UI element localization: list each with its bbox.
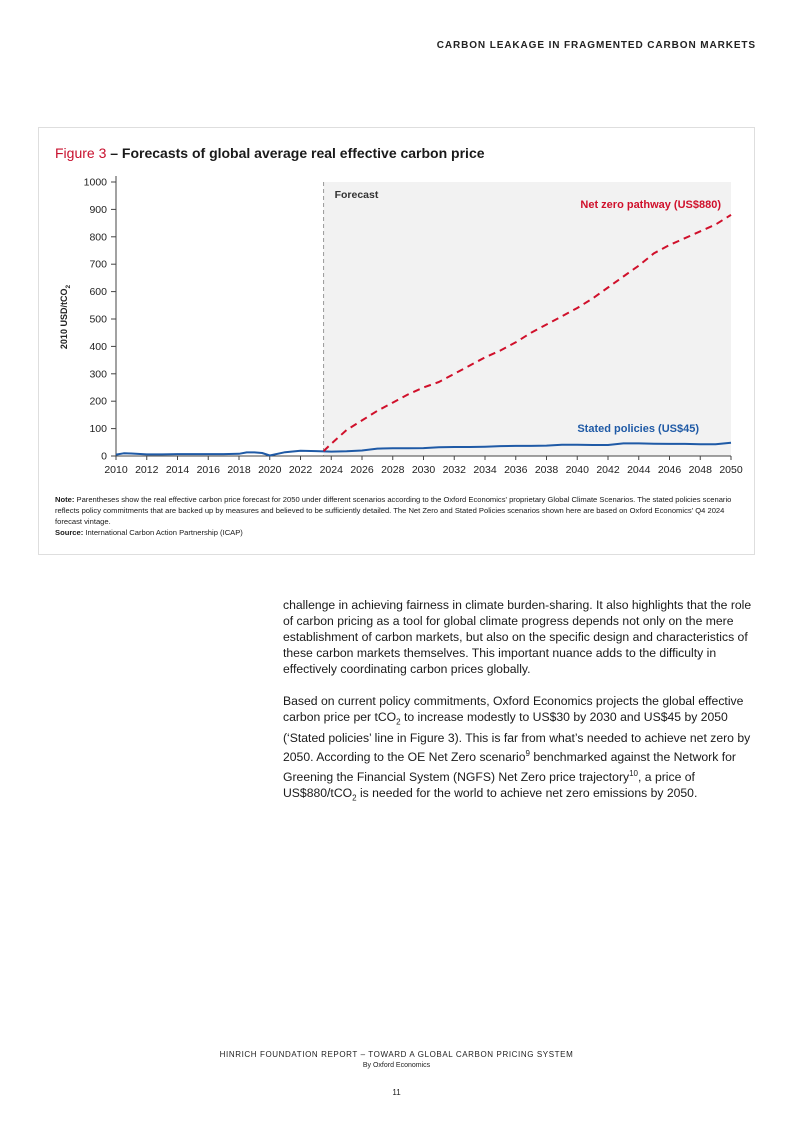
y-tick-label: 1000	[83, 176, 107, 189]
y-axis-label: 2010 USD/tCO$_2$	[59, 284, 72, 350]
x-tick-label: 2028	[381, 464, 405, 476]
x-tick-label: 2032	[442, 464, 466, 476]
footer-byline: By Oxford Economics	[362, 1062, 431, 1069]
page-number: 11	[392, 1088, 401, 1097]
x-tick-label: 2018	[227, 464, 251, 476]
x-tick-label: 2024	[319, 464, 343, 476]
x-tick-label: 2050	[719, 464, 743, 476]
x-tick-label: 2046	[657, 464, 682, 476]
net-zero-label: Net zero pathway (US$880)	[580, 199, 721, 211]
x-tick-label: 2036	[504, 464, 528, 476]
y-tick-label: 100	[89, 423, 107, 436]
x-tick-label: 2040	[565, 464, 589, 476]
source-text: International Carbon Action Partnership (ICAP)	[83, 528, 243, 537]
source-label: Source:	[55, 528, 84, 537]
p2-part-e: is needed for the world to achieve net zero emissions by 2050.	[356, 785, 698, 800]
x-tick-label: 2022	[288, 464, 313, 476]
paragraph-1-text: challenge in achieving fairness in climate burden-sharing. It also highlights that the role of carbon pricing as a tool for global climate progress depends not only on the mere establishment of carbon markets, but also on the specific design and characteristics of these carbon markets themselves. This important nuance adds to the difficulty in effectively coordinating carbon prices globally.	[283, 598, 752, 676]
footnote-ref-9: 9	[525, 749, 530, 759]
y-tick-label: 700	[89, 258, 107, 271]
x-tick-label: 2030	[411, 464, 436, 476]
footer-report-title: HINRICH FOUNDATION REPORT – TOWARD A GLOBAL CARBON PRICING SYSTEM	[219, 1050, 574, 1059]
forecast-label: Forecast	[334, 189, 379, 201]
body-paragraph-1	[283, 597, 761, 677]
running-header: CARBON LEAKAGE IN FRAGMENTED CARBON MARKETS	[436, 40, 756, 51]
y-tick-label: 400	[89, 340, 107, 353]
p2-part-b: to increase modestly to US$30 by 2030 and US$45 by 2050 (‘Stated policies’ line in Figure 3). This is far from what’s needed to achieve net zero by 2050. According to the OE Net Zero scenario	[283, 710, 751, 765]
p2-subscript-2: 2	[352, 793, 357, 802]
x-tick-label: 2038	[534, 464, 559, 476]
x-tick-label: 2034	[473, 464, 497, 476]
y-tick-label: 600	[89, 286, 107, 299]
line-chart	[39, 128, 754, 488]
x-tick-label: 2016	[196, 464, 220, 476]
body-paragraph-2	[283, 693, 761, 806]
y-tick-label: 300	[89, 368, 107, 381]
p2-subscript-1: 2	[396, 717, 401, 727]
y-tick-label: 200	[89, 395, 107, 408]
y-tick-label: 900	[89, 203, 107, 216]
forecast-region	[324, 182, 731, 456]
x-tick-label: 2020	[258, 464, 282, 476]
x-tick-label: 2010	[104, 464, 128, 476]
x-tick-label: 2048	[688, 464, 712, 476]
figure-3	[38, 127, 755, 555]
x-tick-label: 2042	[596, 464, 620, 476]
figure-note	[55, 494, 745, 538]
p2-part-a: Based on current policy commitments, Oxford Economics projects the global effective carbon price per tCO	[283, 694, 744, 724]
figure-title-text: – Forecasts of global average real effective carbon price	[106, 145, 485, 161]
note-label: Note:	[55, 495, 75, 504]
p2-part-d: , a price of US$880/tCO	[283, 769, 695, 800]
y-tick-label: 800	[89, 231, 107, 244]
y-tick-label: 500	[89, 313, 107, 326]
x-tick-label: 2026	[350, 464, 374, 476]
p2-part-c: benchmarked against the Network for Greening the Financial System (NGFS) Net Zero price trajectory	[283, 750, 736, 784]
x-tick-label: 2014	[165, 464, 190, 476]
stated-policies-label: Stated policies (US$45)	[577, 423, 699, 435]
note-text: Parentheses show the real effective carbon price forecast for 2050 under different scenarios according to the Oxford Economics' proprietary Global Climate Scenarios. The stated policies scenario reflects policy commitments that are backed up by measures and believed to be sufficiently detailed. The Net Zero and Stated Policies scenarios shown here are based on Oxford Economics' Q4 2024 forecast vintage.	[55, 495, 732, 526]
x-tick-label: 2044	[627, 464, 651, 476]
x-tick-label: 2012	[135, 464, 159, 476]
footnote-ref-10: 10	[629, 768, 639, 778]
figure-number: Figure 3	[55, 145, 107, 161]
y-tick-label: 0	[101, 450, 107, 463]
